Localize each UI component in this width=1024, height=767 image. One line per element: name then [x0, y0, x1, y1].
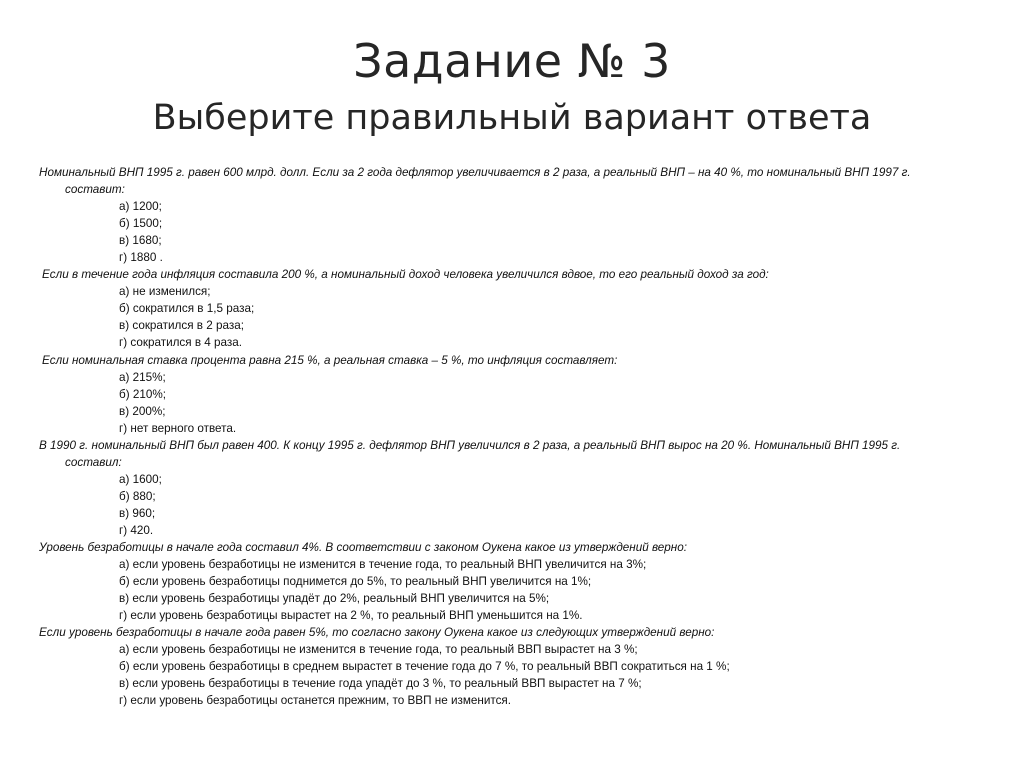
option-2a: а) не изменился;: [119, 285, 211, 299]
question-6: Если уровень безработицы в начале года равен 5%, то согласно закону Оукена какое из следующих утверждений верно:: [39, 626, 715, 640]
question-1: Номинальный ВНП 1995 г. равен 600 млрд. долл. Если за 2 года дефлятор увеличивается в 2 раза, а реальный ВНП – на 40 %, то номинальный ВНП 1997 г. составит:: [39, 166, 911, 197]
option-5b: б) если уровень безработицы поднимется до 5%, то реальный ВНП увеличится на 1%;: [119, 575, 592, 589]
option-1c: в) 1680;: [119, 234, 162, 248]
option-2b: б) сократился в 1,5 раза;: [119, 302, 255, 316]
question-3: Если номинальная ставка процента равна 215 %, а реальная ставка – 5 %, то инфляция составляет:: [42, 353, 618, 367]
option-3c: в) 200%;: [119, 404, 166, 418]
option-4d: г) 420.: [119, 523, 154, 537]
option-1b: б) 1500;: [119, 217, 163, 231]
option-3b: б) 210%;: [119, 387, 166, 401]
option-4c: в) 960;: [119, 506, 156, 520]
option-1a: а) 1200;: [119, 200, 162, 214]
option-3d: г) нет верного ответа.: [119, 421, 237, 435]
option-5a: а) если уровень безработицы не изменится в течение года, то реальный ВНП увеличится на 3%;: [119, 558, 647, 572]
title-line-1: Задание № 3: [353, 34, 671, 88]
option-3a: а) 215%;: [119, 370, 166, 384]
option-5c: в) если уровень безработицы упадёт до 2%, реальный ВНП увеличится на 5%;: [119, 592, 550, 606]
question-4: В 1990 г. номинальный ВНП был равен 400. К концу 1995 г. дефлятор ВНП увеличился в 2 раза, а реальный ВНП вырос на 20 %. Номинальный ВНП 1995 г. составил:: [39, 438, 901, 469]
option-6b: б) если уровень безработицы в среднем вырастет в течение года до 7 %, то реальный ВВП сократиться на 1 %;: [119, 660, 730, 674]
option-2c: в) сократился в 2 раза;: [119, 319, 244, 333]
slide-title: [0, 34, 1024, 138]
questions-list: [39, 164, 939, 710]
option-6d: г) если уровень безработицы останется прежним, то ВВП не изменится.: [119, 694, 512, 708]
question-5: Уровень безработицы в начале года составил 4%. В соответствии с законом Оукена какое из утверждений верно:: [39, 541, 687, 555]
question-2: Если в течение года инфляция составила 200 %, а номинальный доход человека увеличился вдвое, то его реальный доход за год:: [42, 268, 769, 282]
option-4b: б) 880;: [119, 489, 156, 503]
option-6c: в) если уровень безработицы в течение года упадёт до 3 %, то реальный ВВП вырастет на 7 %;: [119, 677, 642, 691]
title-line-2: Выберите правильный вариант ответа: [152, 98, 872, 138]
option-4a: а) 1600;: [119, 472, 162, 486]
option-2d: г) сократился в 4 раза.: [119, 336, 243, 350]
option-1d: г) 1880 .: [119, 251, 163, 265]
option-5d: г) если уровень безработицы вырастет на 2 %, то реальный ВНП уменьшится на 1%.: [119, 609, 583, 623]
option-6a: а) если уровень безработицы не изменится в течение года, то реальный ВВП вырастет на 3 %;: [119, 643, 638, 657]
